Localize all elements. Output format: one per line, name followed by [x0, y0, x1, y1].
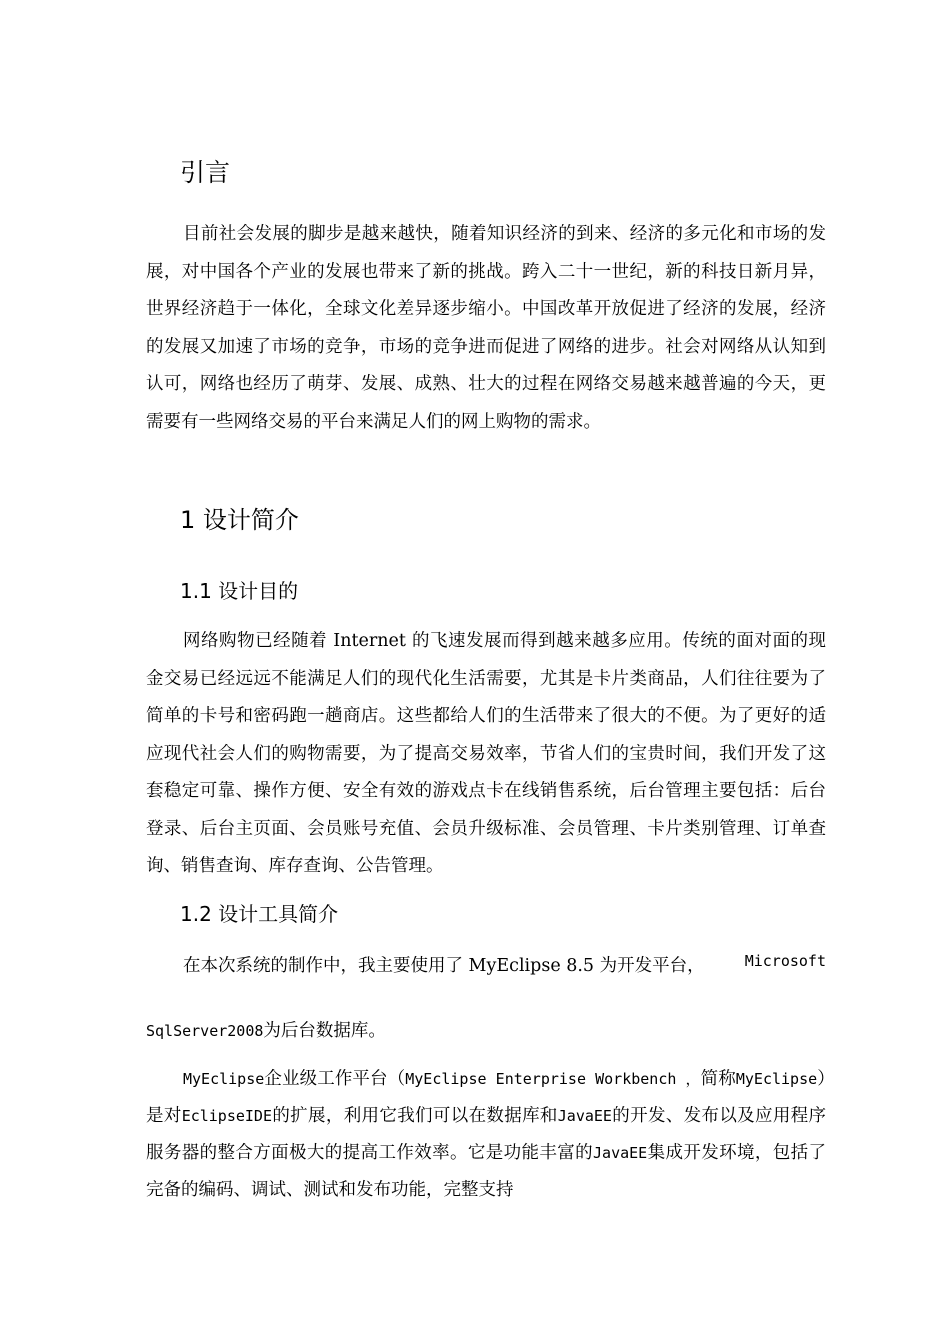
section-1-heading: 1 设计简介 — [180, 506, 299, 534]
tools-line-2-text: 为后台数据库。 — [263, 1021, 386, 1041]
p3-mono-5: JavaEE — [557, 1107, 612, 1125]
myeclipse-paragraph — [146, 1061, 826, 1209]
p3-text-6: 集成开发环境，包括了完备的编码、调试、测试和发布功能，完整支持 — [146, 1143, 827, 1200]
p3-mono-6: JavaEE — [593, 1144, 648, 1162]
intro-heading: 引言 — [180, 158, 231, 187]
tools-line-2-mono: SqlServer2008 — [146, 1022, 264, 1040]
tools-line-2 — [146, 1017, 386, 1042]
section-1-1-heading: 1.1 设计目的 — [180, 579, 299, 603]
tools-line-1 — [183, 952, 826, 977]
p3-mono-2: MyEclipse Enterprise Workbench ， — [405, 1070, 701, 1088]
p3-text-2: 简称 — [700, 1069, 736, 1089]
p3-mono-3: MyEclipse — [735, 1070, 818, 1088]
tools-line-1-mono: Microsoft — [744, 952, 826, 970]
intro-paragraph: 目前社会发展的脚步是越来越快，随着知识经济的到来、经济的多元化和市场的发展，对中国各个产业的发展也带来了新的挑战。跨入二十一世纪，新的科技日新月异，世界经济趋于一体化，全球文化差异逐步缩小。中国改革开放促进了经济的发展，经济的发展又加速了市场的竞争，市场的竞争进而促进了网络的进步。社会对网络从认知到认可，网络也经历了萌芽、发展、成熟、壮大的过程在网络交易越来越普遍的今天，更需要有一些网络交易的平台来满足人们的网上购物的需求。 — [146, 224, 826, 432]
p3-text-3: ）是对 — [146, 1069, 826, 1126]
p3-text-1: 企业级工作平台（ — [264, 1069, 406, 1089]
tools-line-1-text: 在本次系统的制作中，我主要使用了 MyEclipse 8.5 为开发平台， — [183, 956, 705, 976]
p3-text-4: 的扩展，利用它我们可以在数据库和 — [272, 1106, 558, 1126]
p3-mono-1: MyEclipse — [183, 1070, 265, 1088]
design-purpose-paragraph: 网络购物已经随着 Internet 的飞速发展而得到越来越多应用。传统的面对面的现金交易已经远远不能满足人们的现代化生活需要，尤其是卡片类商品，人们往往要为了简单的卡号和密码跑一趟商店。这些都给人们的生活带来了很大的不便。为了更好的适应现代社会人们的购物需要，为了提高交易效率，节省人们的宝贵时间，我们开发了这套稳定可靠、操作方便、安全有效的游戏点卡在线销售系统，后台管理主要包括：后台登录、后台主页面、会员账号充值、会员升级标准、会员管理、卡片类别管理、订单查询、销售查询、库存查询、公告管理。 — [146, 631, 826, 876]
p3-text-5: 的开发、发布以及应用程序服务器的整合方面极大的提高工作效率。它是功能丰富的 — [146, 1106, 827, 1163]
p3-mono-4: EclipseIDE — [181, 1107, 272, 1125]
section-1-2-heading: 1.2 设计工具简介 — [180, 902, 339, 926]
